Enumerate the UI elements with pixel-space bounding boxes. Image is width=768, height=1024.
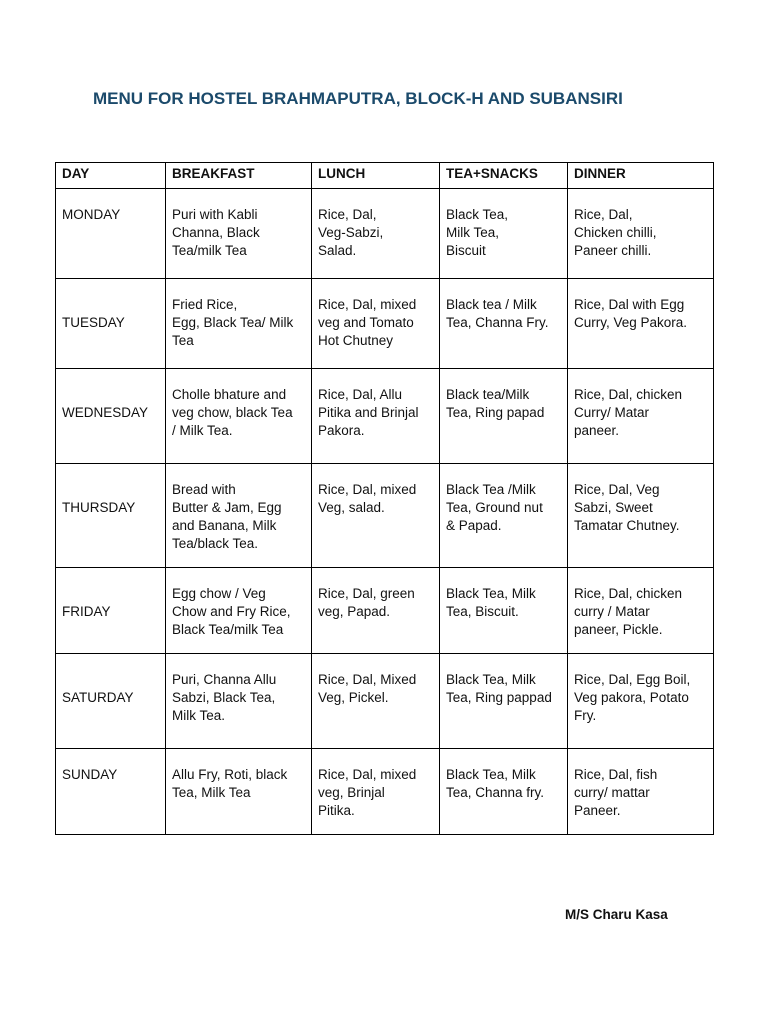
breakfast-text: Allu Fry, Roti, black Tea, Milk Tea: [172, 767, 288, 800]
day-cell: [56, 279, 166, 369]
lunch-cell: [312, 749, 440, 835]
breakfast-cell: [166, 749, 312, 835]
day-label: WEDNESDAY: [62, 405, 149, 420]
header-dinner: DINNER: [568, 163, 714, 189]
lunch-text: Rice, Dal, Allu Pitika and Brinjal Pakora.: [318, 387, 419, 438]
breakfast-cell: [166, 279, 312, 369]
lunch-cell: [312, 654, 440, 749]
tea-snacks-text: Black Tea, Milk Tea, Channa fry.: [446, 767, 545, 800]
tea-snacks-text: Black tea/Milk Tea, Ring papad: [446, 387, 545, 420]
day-cell: [56, 369, 166, 464]
breakfast-cell: [166, 568, 312, 654]
signature: M/S Charu Kasa: [565, 907, 668, 922]
breakfast-text: Puri with Kabli Channa, Black Tea/milk Tea: [172, 207, 260, 258]
table-row-friday: [56, 568, 714, 654]
menu-table: [55, 162, 714, 835]
lunch-text: Rice, Dal, Mixed Veg, Pickel.: [318, 672, 417, 705]
lunch-text: Rice, Dal, mixed veg and Tomato Hot Chutney: [318, 297, 417, 348]
breakfast-text: Fried Rice, Egg, Black Tea/ Milk Tea: [172, 297, 294, 348]
tea-snacks-text: Black tea / Milk Tea, Channa Fry.: [446, 297, 549, 330]
breakfast-text: Egg chow / Veg Chow and Fry Rice, Black Tea/milk Tea: [172, 586, 291, 637]
tea-snacks-cell: [440, 279, 568, 369]
tea-snacks-cell: [440, 464, 568, 568]
breakfast-text: Bread with Butter & Jam, Egg and Banana, Milk Tea/black Tea.: [172, 482, 282, 551]
dinner-text: Rice, Dal, fish curry/ mattar Paneer.: [574, 767, 658, 818]
lunch-cell: [312, 464, 440, 568]
lunch-cell: [312, 279, 440, 369]
breakfast-cell: [166, 369, 312, 464]
dinner-text: Rice, Dal, chicken Curry/ Matar paneer.: [574, 387, 683, 438]
dinner-cell: [568, 279, 714, 369]
breakfast-text: Puri, Channa Allu Sabzi, Black Tea, Milk Tea.: [172, 672, 277, 723]
tea-snacks-text: Black Tea /Milk Tea, Ground nut & Papad.: [446, 482, 543, 533]
dinner-cell: [568, 464, 714, 568]
breakfast-cell: [166, 654, 312, 749]
dinner-cell: [568, 369, 714, 464]
day-cell: [56, 568, 166, 654]
tea-snacks-cell: [440, 369, 568, 464]
breakfast-cell: [166, 464, 312, 568]
page-title: MENU FOR HOSTEL BRAHMAPUTRA, BLOCK-H AND SUBANSIRI: [93, 89, 623, 108]
dinner-text: Rice, Dal with Egg Curry, Veg Pakora.: [574, 297, 688, 330]
header-breakfast: BREAKFAST: [166, 163, 312, 189]
tea-snacks-text: Black Tea, Milk Tea, Biscuit.: [446, 586, 536, 619]
day-label: MONDAY: [62, 207, 121, 222]
dinner-cell: [568, 568, 714, 654]
day-label: FRIDAY: [62, 604, 111, 619]
table-row-thursday: [56, 464, 714, 568]
breakfast-cell: [166, 189, 312, 279]
header-tea-snacks: TEA+SNACKS: [440, 163, 568, 189]
table-row-tuesday: [56, 279, 714, 369]
lunch-text: Rice, Dal, green veg, Papad.: [318, 586, 415, 619]
tea-snacks-text: Black Tea, Milk Tea, Biscuit: [446, 207, 509, 258]
tea-snacks-cell: [440, 654, 568, 749]
dinner-cell: [568, 189, 714, 279]
header-lunch: LUNCH: [312, 163, 440, 189]
day-label: THURSDAY: [62, 500, 136, 515]
tea-snacks-cell: [440, 568, 568, 654]
lunch-cell: [312, 189, 440, 279]
lunch-text: Rice, Dal, mixed Veg, salad.: [318, 482, 417, 515]
header-row: [56, 163, 714, 189]
tea-snacks-cell: [440, 189, 568, 279]
dinner-text: Rice, Dal, Egg Boil, Veg pakora, Potato Fry.: [574, 672, 691, 723]
day-cell: [56, 189, 166, 279]
day-cell: [56, 749, 166, 835]
day-label: TUESDAY: [62, 315, 125, 330]
table-row-monday: [56, 189, 714, 279]
header-day: DAY: [56, 163, 166, 189]
day-label: SUNDAY: [62, 767, 118, 782]
dinner-cell: [568, 749, 714, 835]
table-row-wednesday: [56, 369, 714, 464]
lunch-text: Rice, Dal, mixed veg, Brinjal Pitika.: [318, 767, 417, 818]
day-cell: [56, 654, 166, 749]
breakfast-text: Cholle bhature and veg chow, black Tea / Milk Tea.: [172, 387, 293, 438]
table-row-saturday: [56, 654, 714, 749]
dinner-text: Rice, Dal, Veg Sabzi, Sweet Tamatar Chutney.: [574, 482, 680, 533]
lunch-text: Rice, Dal, Veg-Sabzi, Salad.: [318, 207, 384, 258]
lunch-cell: [312, 568, 440, 654]
dinner-cell: [568, 654, 714, 749]
dinner-text: Rice, Dal, chicken curry / Matar paneer, Pickle.: [574, 586, 683, 637]
day-label: SATURDAY: [62, 690, 134, 705]
tea-snacks-cell: [440, 749, 568, 835]
table-row-sunday: [56, 749, 714, 835]
dinner-text: Rice, Dal, Chicken chilli, Paneer chilli.: [574, 207, 657, 258]
tea-snacks-text: Black Tea, Milk Tea, Ring pappad: [446, 672, 552, 705]
day-cell: [56, 464, 166, 568]
lunch-cell: [312, 369, 440, 464]
